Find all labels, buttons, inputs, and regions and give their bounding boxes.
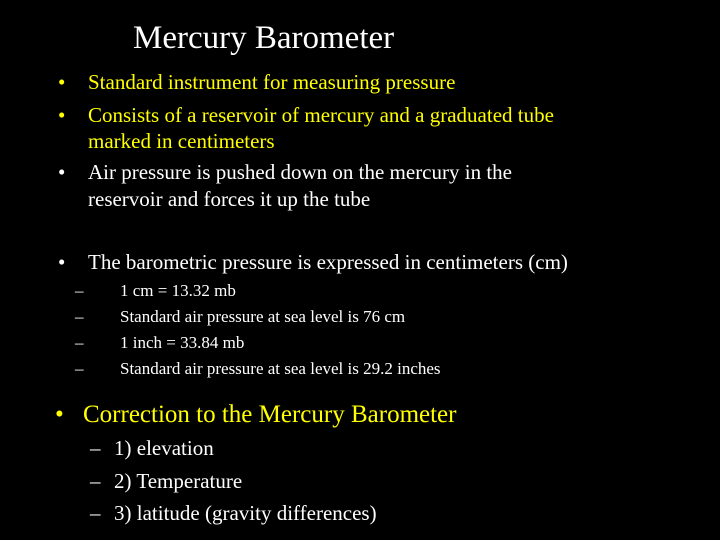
subitem-cm-mb: 1 cm = 13.32 mb bbox=[120, 281, 236, 300]
bullet-consists-of-continued: marked in centimeters bbox=[88, 129, 275, 153]
bullet-standard-instrument: Standard instrument for measuring pressure bbox=[88, 70, 456, 94]
correction-heading: Correction to the Mercury Barometer bbox=[83, 401, 457, 428]
bullet-air-pressure-continued: reservoir and forces it up the tube bbox=[88, 187, 371, 211]
bullet-icon: • bbox=[58, 250, 66, 274]
dash-icon: – bbox=[90, 501, 101, 525]
dash-icon: – bbox=[75, 333, 84, 352]
dash-icon: – bbox=[90, 469, 101, 493]
bullet-icon: • bbox=[58, 103, 66, 127]
bullet-icon: • bbox=[58, 160, 66, 184]
dash-icon: – bbox=[75, 359, 84, 378]
bullet-icon: • bbox=[55, 401, 64, 428]
dash-icon: – bbox=[90, 436, 101, 460]
correction-item-latitude: 3) latitude (gravity differences) bbox=[114, 501, 377, 525]
correction-item-temperature: 2) Temperature bbox=[114, 469, 243, 493]
bullet-icon: • bbox=[58, 70, 66, 94]
subitem-sea-level-inches: Standard air pressure at sea level is 29.2 inches bbox=[120, 359, 441, 378]
slide-title: Mercury Barometer bbox=[133, 20, 395, 56]
dash-icon: – bbox=[75, 281, 84, 300]
bullet-consists-of: Consists of a reservoir of mercury and a graduated tube bbox=[88, 103, 554, 127]
subitem-inch-mb: 1 inch = 33.84 mb bbox=[120, 333, 245, 352]
bullet-air-pressure: Air pressure is pushed down on the mercury in the bbox=[88, 160, 512, 184]
dash-icon: – bbox=[75, 307, 84, 326]
correction-item-elevation: 1) elevation bbox=[114, 436, 214, 460]
bullet-barometric-pressure: The barometric pressure is expressed in centimeters (cm) bbox=[88, 250, 568, 274]
subitem-sea-level-cm: Standard air pressure at sea level is 76 cm bbox=[120, 307, 406, 326]
